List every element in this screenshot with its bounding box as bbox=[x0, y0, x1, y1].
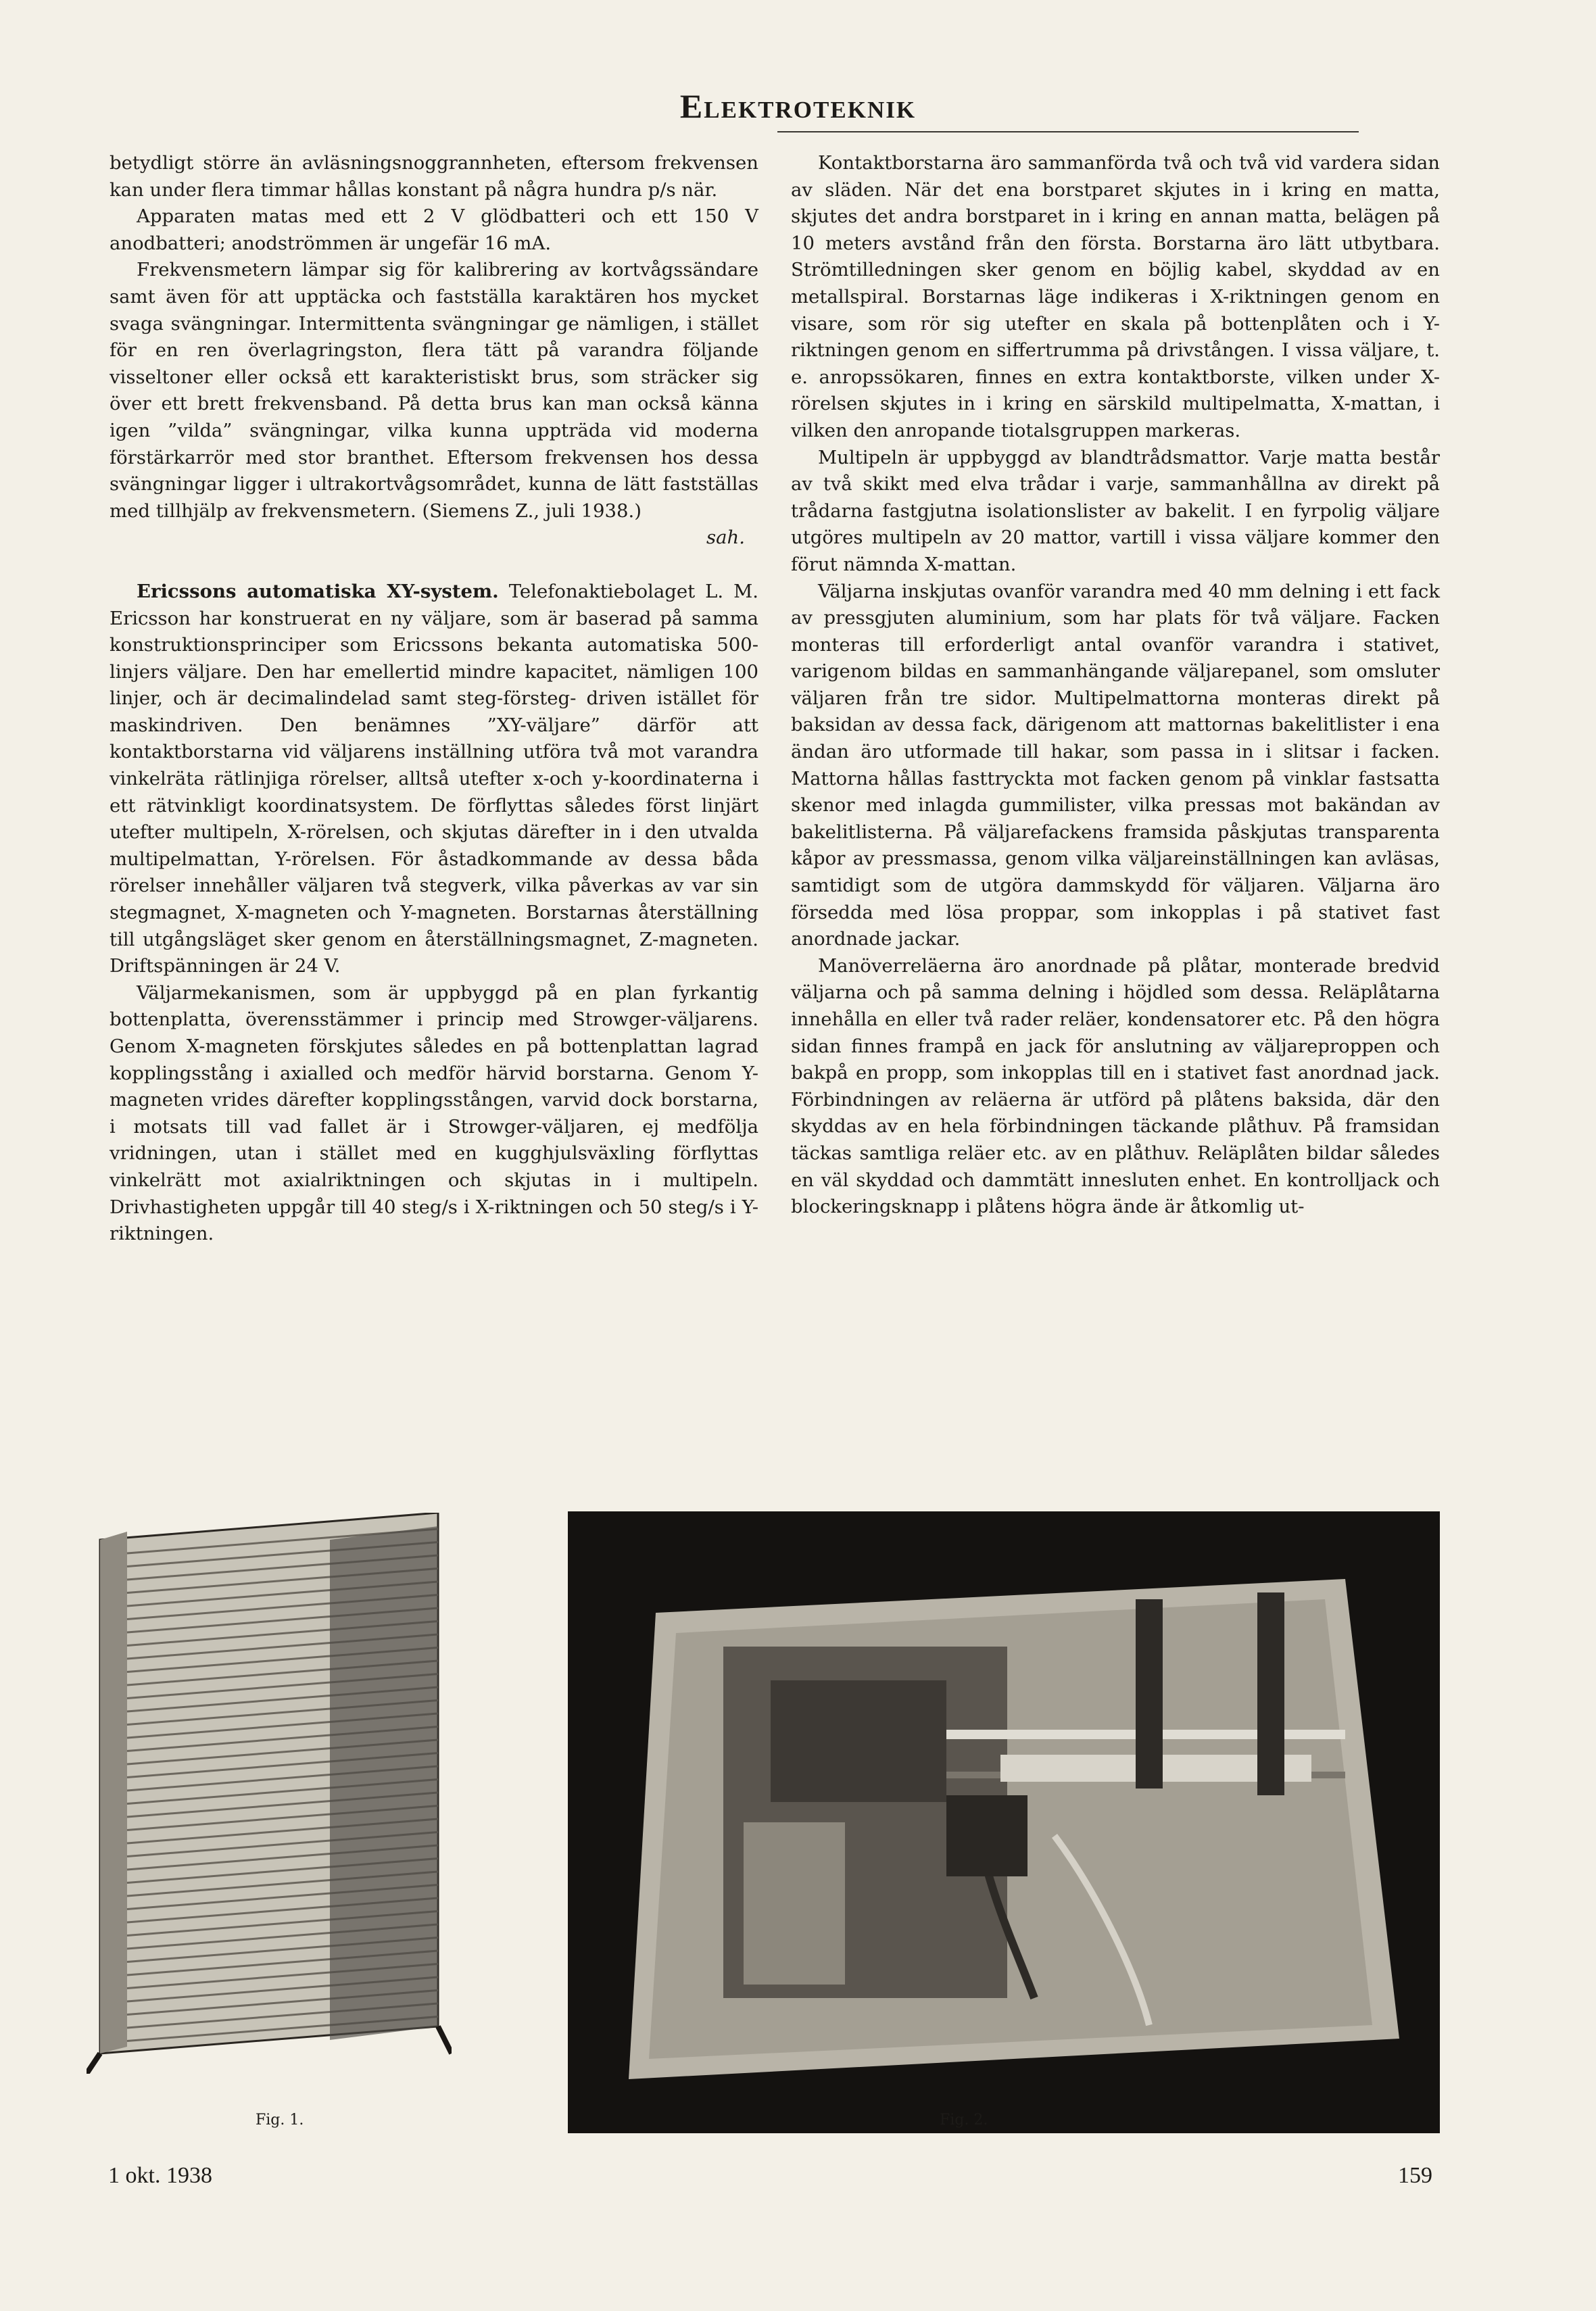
left-paragraph-4 bbox=[110, 579, 758, 980]
author-signature: sah. bbox=[706, 527, 745, 549]
right-paragraph-2: Multipeln är uppbyggd av blandtrådsmattor. Varje matta består av två skikt med elva trådar i varje, sammanhållna av direkt på trådarna fastgjutna isolationslister av bakelit. I en fyrpolig väljare utgöres multipeln av 20 mattor, vartill i vissa väljare kommer den förut nämnda X-mattan. bbox=[791, 446, 1440, 575]
section-gap bbox=[110, 552, 758, 579]
running-header bbox=[0, 87, 1596, 126]
section-text: Telefonaktiebolaget L. M. Ericsson har konstruerat en ny väljare, som är baserad på samma konstruktionsprinciper som Ericssons bekanta automatiska 500-linjers väljare. Den har emellertid mindre kapacitet, nämligen 100 linjer, och är decimalindelad samt steg-försteg- driven istället för maskindriven. Den benämnes ”XY-väljare” därför att kontaktborstarna vid väljarens inställning utföra två mot varandra vinkelräta rätlinjiga rörelser, alltså utefter x-och y-koordinaterna i ett rätvinkligt koordinatsystem. De förflyttas således först linjärt utefter multipeln, X-rörelsen, och skjutas därefter in i den utvalda multipelmattan, Y-rörelsen. För åstadkommande av dessa båda rörelser innehåller väljaren två stegverk, vilka påverkas av var sin stegmagnet, X-magneten och Y-magneten. Borstarnas återställning till utgångsläget sker genom en återställningsmagnet, Z-magneten. Driftspänningen är 24 V. bbox=[110, 580, 758, 977]
figure-1-image bbox=[87, 1513, 452, 2074]
page-number: 159 bbox=[1398, 2163, 1432, 2188]
figure-2-image bbox=[568, 1511, 1440, 2133]
header-title: Elektroteknik bbox=[679, 87, 917, 125]
selector-mechanism-photo bbox=[568, 1511, 1440, 2133]
right-paragraph-1: Kontaktborstarna äro sammanförda två och två vid vardera sidan av släden. När det ena borstparet skjutes in i kring en matta, skjutes det andra borstparet in i kring en annan matta, belägen på 10 meters avstånd från den första. Borstarna äro lätt utbytbara. Strömtilledningen sker genom en böjlig kabel, skyddad av en metallspiral. Borstarnas läge indikeras i X-riktningen genom en visare, som rör sig utefter en skala på bottenplåten och i Y-riktningen genom en siffertrumma på drivstången. I vissa väljare, t. e. anropssökaren, finnes en extra kontaktborste, vilken under X-rörelsen skjutes in i kring en särskild multipelmatta, X-mattan, i vilken den anropande tiotalsgruppen markeras. bbox=[791, 152, 1440, 441]
figure-2-caption: Fig. 2. bbox=[940, 2112, 988, 2128]
left-paragraph-3: Frekvensmetern lämpar sig för kalibrering av kortvågssändare samt även för att upptäcka och fastställa karaktären hos mycket svaga svängningar. Intermittenta svängningar ge nämligen, i stället för en ren överlagringston, flera tätt på varandra följande visseltoner eller också ett karakteristiskt brus, som sträcker sig över ett brett frekvensband. På detta brus kan man också känna igen ”vilda” svängningar, vilka kunna uppträda vid moderna förstärkarrör med stor branthet. Eftersom frekvensen hos dessa svängningar ligger i ultrakortvågsområdet, kunna de lätt fastställas med tillhjälp av frekvensmetern. (Siemens Z., juli 1938.) bbox=[110, 259, 758, 522]
issue-date: 1 okt. 1938 bbox=[108, 2163, 212, 2188]
left-paragraph-2: Apparaten matas med ett 2 V glödbatteri och ett 150 V anodbatteri; anodströmmen är ungefär 16 mA. bbox=[110, 205, 758, 254]
selector-panel-illustration bbox=[87, 1513, 452, 2074]
figure-1-caption: Fig. 1. bbox=[256, 2112, 304, 2128]
left-column bbox=[110, 150, 758, 1248]
header-rule bbox=[777, 131, 1359, 132]
right-paragraph-3: Väljarna inskjutas ovanför varandra med 40 mm delning i ett fack av pressgjuten aluminium, som har plats för två väljare. Facken monteras till erforderligt antal ovanför varandra i stativet, varigenom bildas en sammanhängande väljarepanel, som omsluter väljaren från tre sidor. Multipelmattorna monteras direkt på baksidan av dessa fack, därigenom att mattornas bakelitlister i ena ändan äro utformade till hakar, som passa in i slitsar i facken. Mattorna hållas fasttryckta mot facken genom på vinklar fastsatta skenor med inlagda gummilister, vilka pressas mot bakändan av bakelitlisterna. På väljarefackens framsida påskjutas transparenta kåpor av pressmassa, genom vilka väljareinställningen kan avläsas, samtidigt som de utgöra dammskydd för väljaren. Väljarna äro försedda med lösa proppar, som inkopplas i på stativet fast anordnade jackar. bbox=[791, 580, 1440, 950]
right-paragraph-4: Manöverreläerna äro anordnade på plåtar, monterade bredvid väljarna och på samma delning i höjdled som dessa. Reläplåtarna innehålla en eller två rader reläer, kondensatorer etc. På den högra sidan finnes frampå en jack för anslutning av väljareproppen och bakpå en propp, som inkopplas till en i stativet fast anordnad jack. Förbindningen av reläerna är utförd på plåtens baksida, där den skyddas av en hela förbindningen täckande plåthuv. På framsidan täckas samtliga reläer etc. av en plåthuv. Reläplåten bildar således en väl skyddad och dammtätt innesluten enhet. En kontrolljack och blockeringsknapp i plåtens högra ände är åtkomlig ut- bbox=[791, 954, 1440, 1218]
right-column bbox=[791, 150, 1440, 1221]
left-paragraph-5: Väljarmekanismen, som är uppbyggd på en plan fyrkantig bottenplatta, överensstämmer i princip med Strowger-väljarens. Genom X-magneten förskjutes således en på bottenplattan lagrad kopplingsstång i axialled och medför härvid borstarna. Genom Y-magneten vrides därefter kopplingsstången, varvid dock borstarna, i motsats till vad fallet är i Strowger-väljaren, ej medfölja vridningen, utan i stället med en kugghjulsväxling förflyttas vinkelrätt mot axialriktningen och skjutas in i multipeln. Drivhastigheten uppgår till 40 steg/s i X-riktningen och 50 steg/s i Y-riktningen. bbox=[110, 981, 758, 1245]
section-title: Ericssons automatiska XY-system. bbox=[137, 580, 499, 602]
left-paragraph-1: betydligt större än avläsningsnoggrannheten, eftersom frekvensen kan under flera timmar hållas konstant på några hundra p/s när. bbox=[110, 152, 758, 201]
